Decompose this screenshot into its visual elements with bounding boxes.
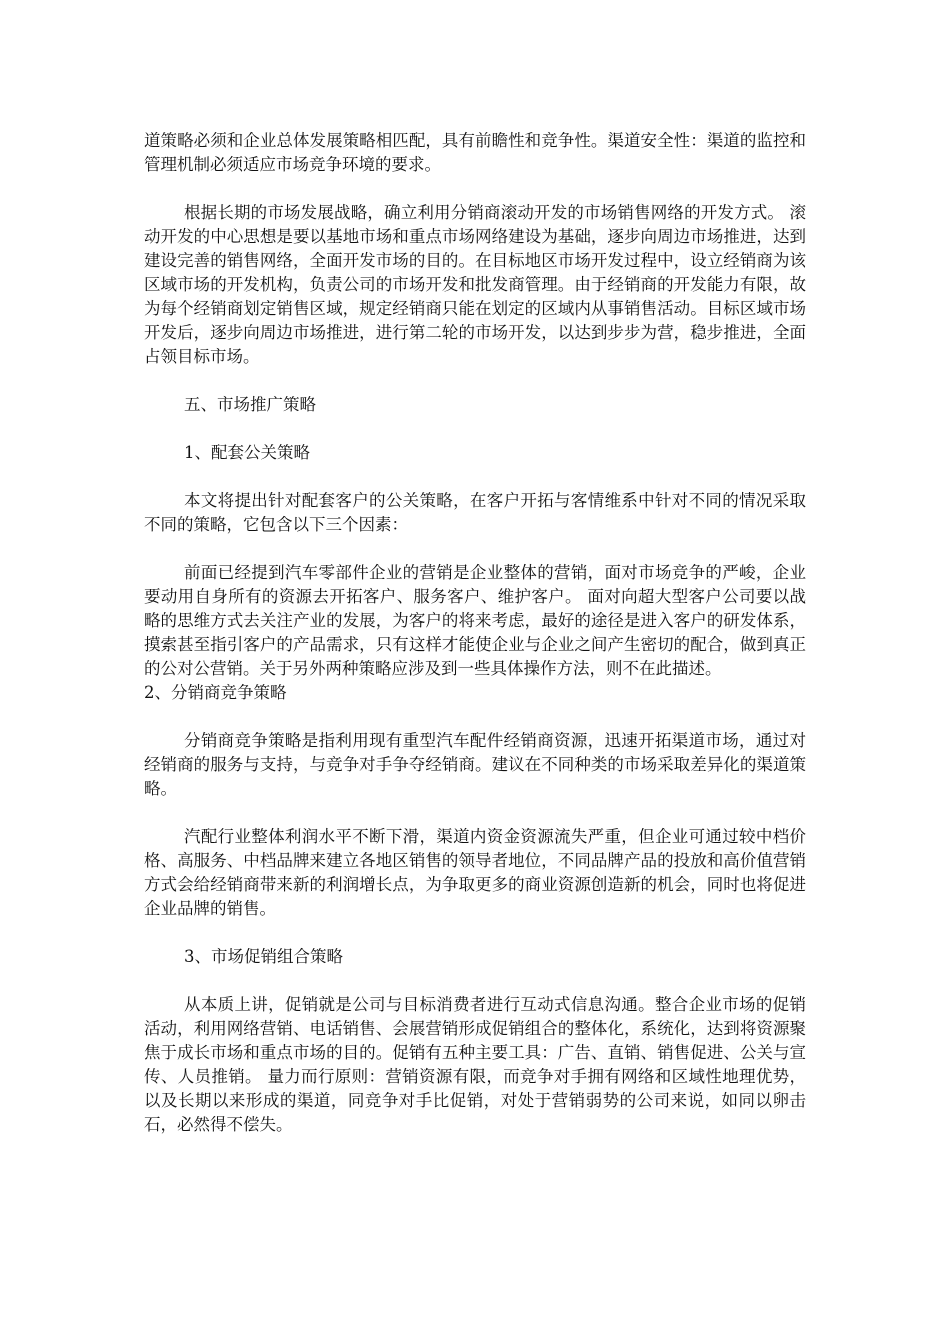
paragraph-industry-profit: 汽配行业整体利润水平不断下滑，渠道内资金资源流失严重，但企业可通过较中档价格、高服务、中档品牌来建立各地区销售的领导者地位，不同品牌产品的投放和高价值营销方式会给经销商带来新的利润增长点，为争取更多的商业资源创造新的机会，同时也将促进企业品牌的销售。 <box>144 827 806 918</box>
paragraph-pr-detail: 前面已经提到汽车零部件企业的营销是企业整体的营销，面对市场竞争的严峻，企业要动用自身所有的资源去开拓客户、服务客户、维护客户。 面对向超大型客户公司要以战略的思维方式去关注产业的发展，为客户的将来考虑，最好的途径是进入客户的研发体系，摸索甚至指引客户的产品需求，只有这样才能使企业与企业之间产生密切的配合，做到真正的公对公营销。关于另外两种策略应涉及到一些具体操作方法，则不在此描述。 <box>144 563 806 678</box>
subheading-distributor-strategy: 2、分销商竞争策略 <box>144 683 287 702</box>
paragraph-channel-strategy: 道策略必须和企业总体发展策略相匹配，具有前瞻性和竞争性。渠道安全性：渠道的监控和管理机制必须适应市场竞争环境的要求。 <box>144 131 806 174</box>
subheading-pr-strategy: 1、配套公关策略 <box>184 443 310 462</box>
section-heading-market-promotion: 五、市场推广策略 <box>184 395 316 414</box>
subheading-promotion-mix: 3、市场促销组合策略 <box>184 947 343 966</box>
document-body <box>144 129 806 1137</box>
paragraph-rolling-development: 根据长期的市场发展战略，确立利用分销商滚动开发的市场销售网络的开发方式。 滚动开发的中心思想是要以基地市场和重点市场网络建设为基础，逐步向周边市场推进，达到建设完善的销售网络，全面开发市场的目的。在目标地区市场开发过程中，设立经销商为该区域市场的开发机构，负责公司的市场开发和批发商管理。由于经销商的开发能力有限，故为每个经销商划定销售区域，规定经销商只能在划定的区域内从事销售活动。目标区域市场开发后，逐步向周边市场推进，进行第二轮的市场开发，以达到步步为营，稳步推进，全面占领目标市场。 <box>144 203 806 366</box>
paragraph-promotion-mix: 从本质上讲，促销就是公司与目标消费者进行互动式信息沟通。整合企业市场的促销活动，利用网络营销、电话销售、会展营销形成促销组合的整体化，系统化，达到将资源聚焦于成长市场和重点市场的目的。促销有五种主要工具：广告、直销、销售促进、公关与宣传、人员推销。 量力而行原则：营销资源有限，而竞争对手拥有网络和区域性地理优势，以及长期以来形成的渠道，同竞争对手比促销，对处于营销弱势的公司来说，如同以卵击石，必然得不偿失。 <box>144 995 806 1134</box>
paragraph-distributor-intro: 分销商竞争策略是指利用现有重型汽车配件经销商资源，迅速开拓渠道市场，通过对经销商的服务与支持，与竞争对手争夺经销商。建议在不同种类的市场采取差异化的渠道策略。 <box>144 731 806 798</box>
paragraph-pr-intro: 本文将提出针对配套客户的公关策略，在客户开拓与客情维系中针对不同的情况采取不同的策略，它包含以下三个因素： <box>144 491 806 534</box>
